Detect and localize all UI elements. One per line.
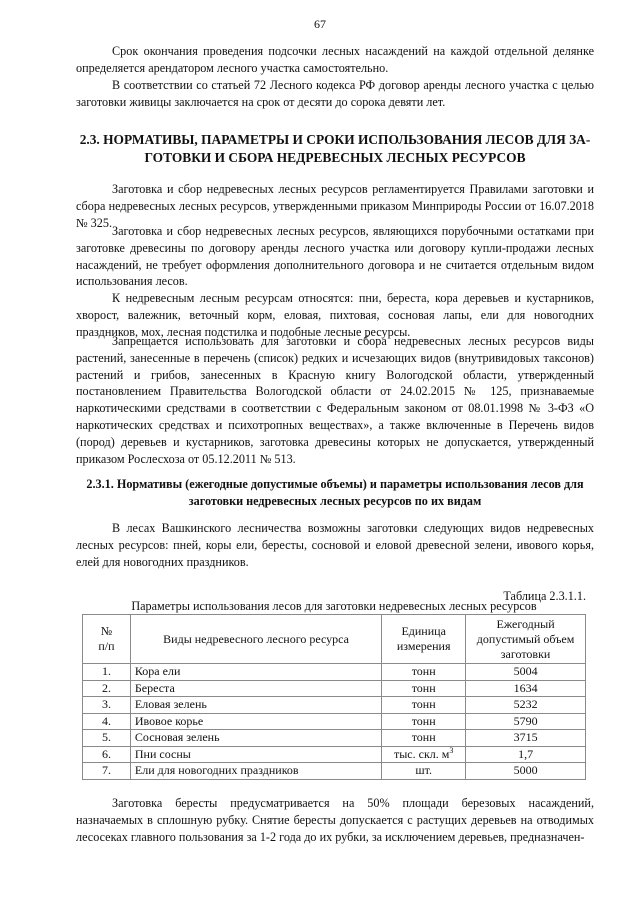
cell-unit xyxy=(382,746,466,763)
non-timber-resources-table xyxy=(82,614,586,780)
paragraph-residues xyxy=(76,223,594,290)
header-resource: Виды недревесного лесного ресурса xyxy=(130,615,381,664)
cell-resource: Ивовое корье xyxy=(130,713,381,730)
cell-volume: 1634 xyxy=(466,680,586,697)
cell-volume: 5790 xyxy=(466,713,586,730)
header-number xyxy=(83,615,131,664)
section-heading-2-3 xyxy=(76,131,594,167)
cell-volume: 5004 xyxy=(466,664,586,681)
table-number-label: Таблица 2.3.1.1. xyxy=(503,589,586,603)
cell-unit-superscript: 3 xyxy=(449,745,454,755)
cell-num: 2. xyxy=(83,680,131,697)
heading-line: 2.3. НОРМАТИВЫ, ПАРАМЕТРЫ И СРОКИ ИСПОЛЬЗОВАНИЯ ЛЕСОВ ДЛЯ ЗА- xyxy=(79,132,591,147)
cell-resource: Сосновая зелень xyxy=(130,730,381,747)
cell-volume: 3715 xyxy=(466,730,586,747)
cell-num: 7. xyxy=(83,763,131,780)
table-title: Параметры использования лесов для заготовки недревесных лесных ресурсов xyxy=(131,599,537,613)
paragraph-vashkinsky xyxy=(76,520,594,570)
header-unit: Единица измерения xyxy=(382,615,466,664)
cell-resource: Кора ели xyxy=(130,664,381,681)
paragraph-text: Срок окончания проведения подсочки лесных насаждений на каждой отдельной делянке определяется арендатором лесного участка самостоятельно. xyxy=(76,44,594,75)
cell-num: 3. xyxy=(83,697,131,714)
table-row xyxy=(83,680,586,697)
table-row xyxy=(83,746,586,763)
header-volume: Ежегодный допустимый объем заготовки xyxy=(466,615,586,664)
section-heading-2-3-1 xyxy=(76,476,594,510)
table-row xyxy=(83,763,586,780)
cell-unit: тонн xyxy=(382,680,466,697)
header-number-line1: № xyxy=(100,624,113,638)
cell-unit: шт. xyxy=(382,763,466,780)
paragraph-text: В соответствии со статьей 72 Лесного кодекса РФ договор аренды лесного участка с целью заготовки живицы заключается на срок от десяти до сорока девяти лет. xyxy=(76,78,594,109)
table-row xyxy=(83,713,586,730)
page-number: 67 xyxy=(314,17,326,31)
table-header-row xyxy=(83,615,586,664)
paragraph-text: Заготовка и сбор недревесных лесных ресурсов, являющихся порубочными остатками при заготовке древесины по договору аренды лесного участка или договору купли-продажи лесных насаждений, не требует оформления дополнительного договора и не считается отдельным видом использования лесов. xyxy=(76,224,594,289)
cell-num: 5. xyxy=(83,730,131,747)
heading-line: ГОТОВКИ И СБОРА НЕДРЕВЕСНЫХ ЛЕСНЫХ РЕСУРСОВ xyxy=(144,150,526,165)
paragraph-prohibited xyxy=(76,333,594,467)
cell-num: 4. xyxy=(83,713,131,730)
cell-unit: тонн xyxy=(382,697,466,714)
cell-unit: тонн xyxy=(382,713,466,730)
paragraph-text: В лесах Вашкинского лесничества возможны заготовки следующих видов недревесных лесных ресурсов: пней, коры ели, бересты, сосновой и еловой древесной зелени, ивового корья, елей для новогодних праздников. xyxy=(76,521,594,569)
paragraph-birch-bark xyxy=(76,795,594,845)
cell-unit: тонн xyxy=(382,664,466,681)
heading-line: 2.3.1. Нормативы (ежегодные допустимые объемы) и параметры использования лесов для xyxy=(86,477,584,491)
cell-volume: 5000 xyxy=(466,763,586,780)
paragraph-intro-2 xyxy=(76,77,594,111)
cell-volume: 1,7 xyxy=(466,746,586,763)
table-row xyxy=(83,697,586,714)
paragraph-text: Заготовка бересты предусматривается на 50% площади березовых насаждений, назначаемых в сплошную рубку. Снятие бересты допускается с растущих деревьев на отводимых лесосеках главного пользования за 1-2 года до их рубки, за исключением деревьев, предназначен- xyxy=(76,796,594,844)
cell-resource: Пни сосны xyxy=(130,746,381,763)
cell-num: 1. xyxy=(83,664,131,681)
heading-line: заготовки недревесных лесных ресурсов по их видам xyxy=(188,494,482,508)
cell-num: 6. xyxy=(83,746,131,763)
cell-resource: Береста xyxy=(130,680,381,697)
paragraph-intro-1 xyxy=(76,43,594,77)
table-row xyxy=(83,664,586,681)
table-row xyxy=(83,730,586,747)
cell-unit: тонн xyxy=(382,730,466,747)
header-number-line2: п/п xyxy=(98,639,115,653)
cell-volume: 5232 xyxy=(466,697,586,714)
paragraph-text: К недревесным лесным ресурсам относятся: пни, береста, кора деревьев и кустарников, хворост, валежник, веточный корм, еловая, пихтовая, сосновая лапы, ели для новогодних праздников, мох, лесная подстилка и подобные лесные ресурсы. xyxy=(76,291,594,339)
paragraph-text: Запрещается использовать для заготовки и сбора недревесных лесных ресурсов виды растений, занесенные в перечень (список) редких и исчезающих видов (внутривидовых таксонов) растений и грибов, занесенных в Красную книгу Вологодской области, утвержденный постановлением Правительства Вологодской области от 24.02.2015 № 125, признаваемые наркотическими средствами в соответствии с Федеральным законом от 08.01.1998 № 3-ФЗ «О наркотических средствах и психотропных веществах», а также включенные в Перечень видов (пород) деревьев и кустарников, заготовка древесины которых не допускается, утвержденный приказом Рослесхоза от 05.12.2011 № 513. xyxy=(76,334,594,466)
paragraph-text: Заготовка и сбор недревесных лесных ресурсов регламентируется Правилами заготовки и сбора недревесных лесных ресурсов, утвержденными приказом Минприроды России от 16.07.2018 № 325. xyxy=(76,182,594,230)
cell-resource: Еловая зелень xyxy=(130,697,381,714)
cell-resource: Ели для новогодних праздников xyxy=(130,763,381,780)
cell-unit-text: тыс. скл. м xyxy=(394,746,450,761)
